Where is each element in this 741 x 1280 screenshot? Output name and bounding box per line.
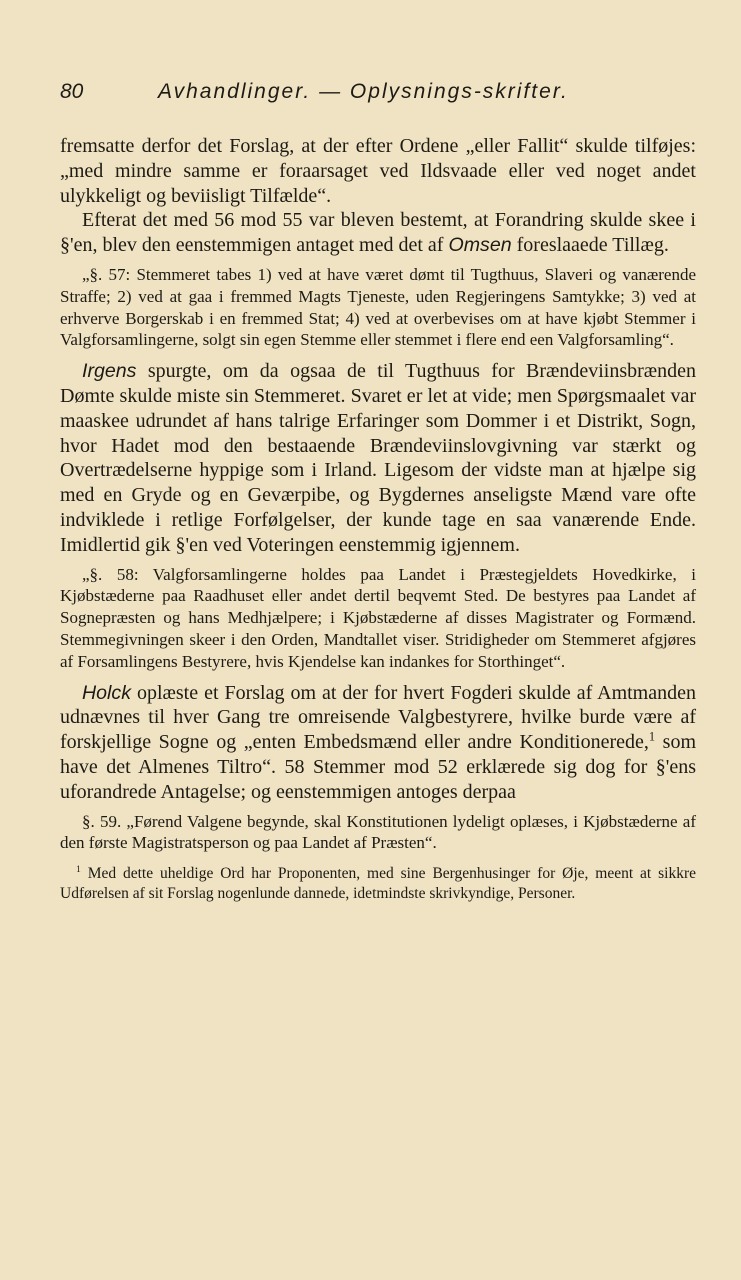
footnote-spacer	[60, 854, 696, 864]
paragraph-irgens	[60, 359, 696, 557]
footnote	[60, 864, 696, 904]
paragraph-text: oplæste et Forslag om at der for hvert Fogderi skulde af Amtmanden udnævnes til hver Gang tre omreisende Valgbestyrere, hvilke burde være af forskjellige Sogne og „enten Embedsmænd eller andre Konditionerede,	[60, 681, 696, 754]
page-header	[60, 80, 700, 112]
footnote-mark: 1	[76, 863, 81, 875]
quoted-article-58: „§. 58: Valgforsamlingerne holdes paa Landet i Præstegjeldets Hovedkirke, i Kjøbstæderne paa Raadhuset eller andet dertil beqvemt Sted. De bestyres paa Landet af Sognepræsten og hans Medhjælpere; i Kjøbstæderne af disses Magistrater og Formænd. Stemmegivningen skeer i den Orden, Mandtallet viser. Stridigheder om Stemmeret afgjøres af Forsamlingens Bestyrere, hvis Kjendelse kan indankes for Storthinget“.	[60, 564, 696, 671]
paragraph-text: spurgte, om da ogsaa de til Tugthuus for Brændeviinsbrænden Dømte skulde miste sin Stemmeret. Svaret er let at vide; men Spørgsmaalet var maaskee udrundet af hans talrige Erfaringer som Dommer i et Distrikt, Sogn, hvor Hadet mod den bestaaende Brændeviinslovgivning var stærkt og Overtrædelserne hyppige som i Irland. Ligesom der vidste man at hjælpe sig med en Gryde og en Geværpibe, og Bygdernes anseligste Mænd vare ofte indviklede i retlige Forfølgelser, der kunde tage en saa vanærende Ende. Imidlertid gik §'en ved Voteringen eenstemmig igjennem.	[60, 360, 697, 556]
person-name: Holck	[82, 681, 131, 704]
running-title: Avhandlinger. — Oplysnings-skrifter.	[158, 80, 569, 103]
page-number: 80	[60, 80, 84, 103]
quoted-article-59: §. 59. „Førend Valgene begynde, skal Konstitutionen lydeligt oplæses, i Kjøbstæderne af den første Magistratsperson og paa Landet af Præsten“.	[60, 811, 696, 853]
page-body	[60, 134, 696, 905]
paragraph-holck	[60, 681, 696, 805]
paragraph-vote-result	[60, 208, 696, 258]
quoted-article-57: „§. 57: Stemmeret tabes 1) ved at have været dømt til Tugthuus, Slaveri og vanærende Straffe; 2) ved at gaa i fremmed Magts Tjeneste, uden Regjeringens Samtykke; 3) ved at erhverve Borgerskab i en fremmed Stat; 4) ved at overbevises om at have kjøbt Stemmer i Valgforsamlingerne, solgt sin egen Stemme eller stemmet i flere end een Valgforsamling“.	[60, 264, 696, 350]
paragraph-text: som have det Almenes Tiltro“. 58 Stemmer mod 52 erklærede sig dog for §'ens uforandrede Antagelse; og eenstemmigen antoges derpaa	[60, 731, 696, 803]
person-name: Irgens	[82, 360, 137, 383]
paragraph-continuation: fremsatte derfor det Forslag, at der efter Ordene „eller Fallit“ skulde tilføjes: „med mindre samme er foraarsaget ved Ildsvaade eller ved noget andet ulykkeligt og beviisligt Tilfælde“.	[60, 135, 696, 207]
paragraph-text: foreslaaede Tillæg.	[516, 234, 669, 257]
footnote-text: Med dette uheldige Ord har Proponenten, med sine Bergenhusinger for Øje, meent at sikkre Udførelsen af sit Forslag nogenlunde dannede, idetmindste skrivkyndige, Personer.	[60, 865, 696, 903]
paragraph-text: Efterat det med 56 mod 55 var bleven bestemt, at Forandring skulde skee i §'en, blev den eenstemmigen antaget med det af	[60, 209, 696, 257]
footnote-reference: 1	[648, 729, 656, 744]
person-name: Omsen	[448, 234, 512, 257]
